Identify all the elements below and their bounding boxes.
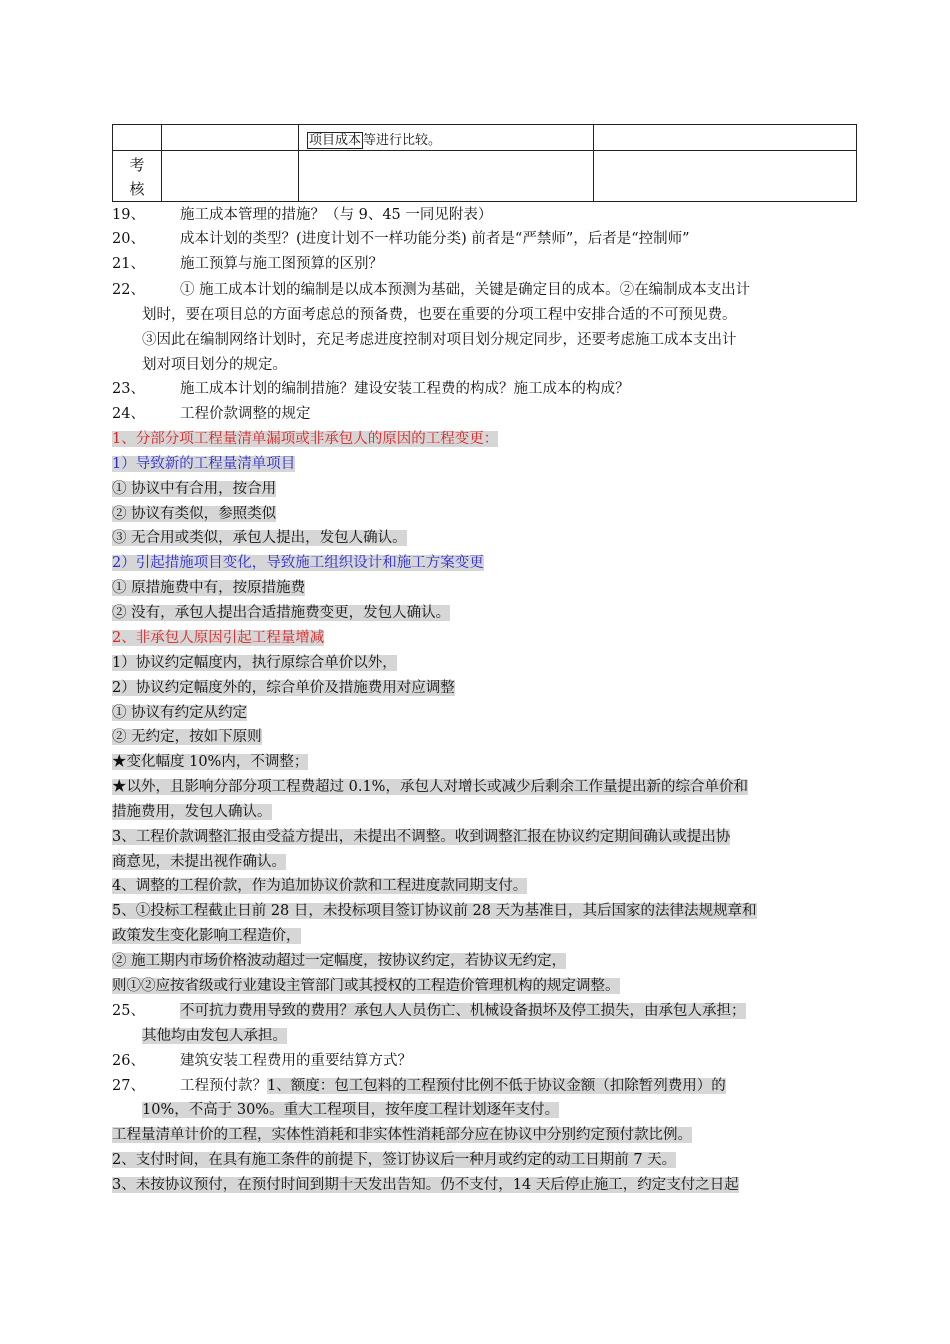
- answer-line: 1）协议约定幅度内，执行原综合单价以外，: [112, 655, 397, 671]
- answer-line: ② 施工期内市场价格波动超过一定幅度，按协议约定，若协议无约定，: [112, 953, 567, 969]
- answer-line: 5、①投标工程截止日前 28 日，未投标项目签订协议前 28 天为基准日，其后国家的法律法规规章和: [112, 903, 757, 919]
- question-text-cont: ③因此在编制网络计划时，充足考虑进度控制对项目划分规定同步，还要考虑施工成本支出计: [142, 332, 737, 348]
- answer-line: ② 无约定，按如下原则: [112, 729, 262, 745]
- table-cell: [594, 151, 857, 202]
- table-cell-label: [113, 151, 162, 202]
- answer-line: 措施费用，发包人确认。: [112, 804, 272, 820]
- table-cell: [594, 125, 857, 151]
- label-char: 核: [129, 180, 145, 198]
- answer-line: 3、工程价款调整汇报由受益方提出，未提出不调整。收到调整汇报在协议约定期间确认或提出协: [112, 829, 731, 845]
- answer-line: 工程量清单计价的工程，实体性消耗和非实体性消耗部分应在协议中分别约定预付款比例。: [112, 1127, 692, 1143]
- answer-line: ③ 无合用或类似，承包人提出，发包人确认。: [112, 530, 407, 546]
- answer-line: ① 协议有约定从约定: [112, 705, 248, 721]
- section-heading: 1、分部分项工程量清单漏项或非承包人的原因的工程变更：: [112, 431, 499, 447]
- table-cell: [162, 125, 299, 151]
- question-text: 成本计划的类型？(进度计划不一样功能分类) 前者是“严禁师”，后者是“控制师”: [180, 231, 690, 247]
- answer-line: ② 协议有类似，参照类似: [112, 506, 277, 522]
- answer-line: 政策发生变化影响工程造价，: [112, 928, 301, 944]
- question-number: 21、: [112, 256, 145, 272]
- question-text: 施工预算与施工图预算的区别？: [180, 256, 383, 272]
- table-cell: [162, 151, 299, 202]
- question-text-cont: 划对项目划分的规定。: [142, 357, 287, 373]
- sub-heading: 2）引起措施项目变化，导致施工组织设计和施工方案变更: [112, 555, 484, 571]
- question-number: 22、: [112, 282, 145, 298]
- question-text: 建筑安装工程费用的重要结算方式？: [180, 1053, 412, 1069]
- question-text: 工程价款调整的规定: [180, 406, 311, 422]
- question-number: 27、: [112, 1078, 145, 1094]
- question-number: 20、: [112, 231, 145, 247]
- question-text-cont: 划时，要在项目总的方面考虑总的预备费，也要在重要的分项工程中安排合适的不可预见费。: [142, 307, 737, 323]
- question-text: 不可抗力费用导致的费用？承包人人员伤亡、机械设备损坏及停工损失，由承包人承担；: [180, 1003, 746, 1019]
- question-number: 26、: [112, 1053, 145, 1069]
- question-text: 施工成本计划的编制措施？建设安装工程费的构成？施工成本的构成？: [180, 381, 630, 397]
- question-number: 24、: [112, 406, 145, 422]
- table-cell: [299, 151, 594, 202]
- question-text: 工程预付款？: [180, 1078, 267, 1094]
- answer-line: 1、额度：包工包料的工程预付比例不低于协议金额（扣除暂列费用）的: [267, 1078, 726, 1094]
- question-number: 19、: [112, 207, 145, 223]
- answer-line: 3、未按协议预付，在预付时间到期十天发出告知。仍不支付，14 天后停止施工，约定支付之日起: [112, 1177, 739, 1193]
- answer-line: ★变化幅度 10%内，不调整；: [112, 754, 309, 770]
- answer-line: 2）协议约定幅度外的，综合单价及措施费用对应调整: [112, 680, 455, 696]
- answer-line: 2、支付时间，在具有施工条件的前提下，签订协议后一种月或约定的动工日期前 7 天。: [112, 1152, 677, 1168]
- answer-line: 则①②应按省级或行业建设主管部门或其授权的工程造价管理机构的规定调整。: [112, 978, 620, 994]
- table-cell: [113, 125, 162, 151]
- question-text: ① 施工成本计划的编制是以成本预测为基础，关键是确定目的成本。②在编制成本支出计: [180, 282, 751, 298]
- question-text-cont: 10%，不高于 30%。重大工程项目，按年度工程计划逐年支付。: [142, 1102, 560, 1118]
- question-text-cont: 其他均由发包人承担。: [142, 1028, 287, 1044]
- cell-text: 等进行比较。: [363, 133, 442, 148]
- section-heading: 2、非承包人原因引起工程量增减: [112, 630, 325, 646]
- sub-heading: 1）导致新的工程量清单项目: [112, 456, 296, 472]
- boxed-text: 项目成本: [309, 133, 362, 148]
- table-cell: [299, 125, 594, 151]
- question-number: 25、: [112, 1003, 145, 1019]
- question-text: 施工成本管理的措施？（与 9、45 一同见附表）: [180, 207, 493, 223]
- answer-line: ② 没有，承包人提出合适措施费变更，发包人确认。: [112, 605, 451, 621]
- answer-line: ① 协议中有合用，按合用: [112, 481, 277, 497]
- summary-table: [112, 124, 857, 202]
- answer-line: ★以外，且影响分部分项工程费超过 0.1%，承包人对增长或减少后剩余工作量提出新的综合单价和: [112, 779, 748, 795]
- label-char: 考: [129, 156, 145, 174]
- answer-line: 4、调整的工程价款，作为追加协议价款和工程进度款同期支付。: [112, 878, 528, 894]
- answer-line: 商意见，未提出视作确认。: [112, 854, 286, 870]
- answer-line: ① 原措施费中有，按原措施费: [112, 580, 306, 596]
- question-number: 23、: [112, 381, 145, 397]
